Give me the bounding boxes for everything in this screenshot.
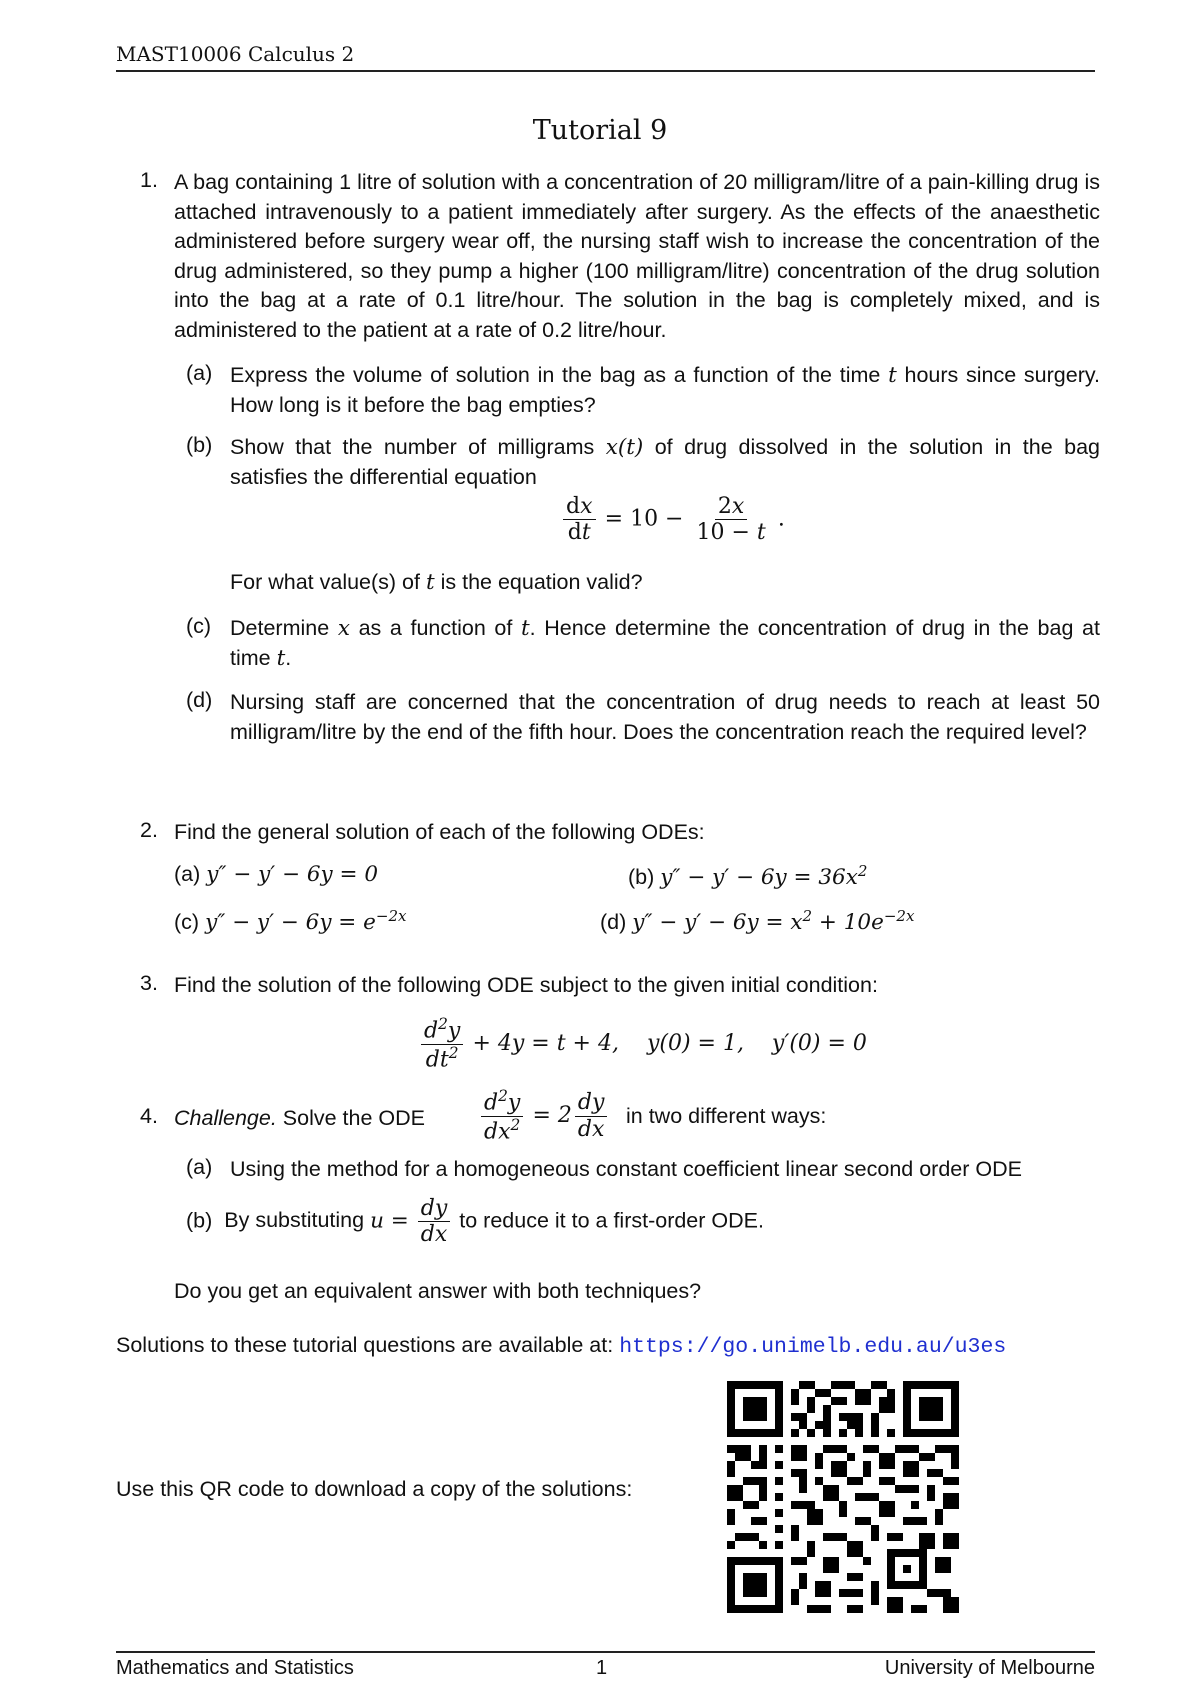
question-2-text: Find the general solution of each of the following ODEs: bbox=[174, 820, 705, 844]
question-1a-label: (a) bbox=[186, 361, 213, 385]
question-3-number: 3. bbox=[140, 971, 158, 995]
question-4-number: 4. bbox=[140, 1104, 158, 1128]
question-4-closing: Do you get an equivalent answer with both techniques? bbox=[174, 1279, 702, 1303]
question-1b-validity: For what value(s) of t is the equation valid? bbox=[230, 570, 643, 595]
question-1-number: 1. bbox=[140, 168, 158, 192]
equation-dxdt: $\frac{dx}{dt}$ = 10 − $\frac{2x}{10 - t}$ . bbox=[560, 494, 785, 546]
footer-page-number: 1 bbox=[596, 1657, 608, 1679]
question-1-text: A bag containing 1 litre of solution with a concentration of 20 milligram/litre of a pain-killing drug is attached intravenously to a patient immediately after surgery. As the effects of the anaesthetic administered before surgery wear off, the nursing staff wish to increase the concentration of the drug administered, so they pump a higher (100 milligram/litre) concentration of the drug solution into the bag at a rate of 0.1 litre/hour. The solution in the bag is completely mixed, and is administered to the patient at a rate of 0.2 litre/hour. bbox=[174, 170, 1100, 342]
question-4b: (b) By substituting u = $\frac{dy}{dx}$ to reduce it to a first-order ODE. bbox=[186, 1196, 764, 1248]
footer-right: University of Melbourne bbox=[884, 1657, 1095, 1679]
ode-2b: (b) $y'' - y' - 6y = 36x^2$ bbox=[628, 862, 868, 891]
solutions-line: Solutions to these tutorial questions are available at: https://go.unimelb.edu.au/u3es bbox=[116, 1333, 1007, 1359]
course-header: MAST10006 Calculus 2 bbox=[116, 42, 355, 66]
header-rule bbox=[116, 70, 1095, 72]
page-title: Tutorial 9 bbox=[532, 115, 668, 146]
equation-challenge: $\frac{d^2y}{dx^2}$ = 2 $\frac{dy}{dx}$ bbox=[478, 1088, 610, 1144]
question-4-ways: in two different ways: bbox=[626, 1104, 827, 1128]
question-1d-label: (d) bbox=[186, 688, 213, 712]
question-3-text: Find the solution of the following ODE subject to the given initial condition: bbox=[174, 973, 878, 997]
footer-rule bbox=[116, 1651, 1095, 1653]
question-1b-label: (b) bbox=[186, 433, 213, 457]
solutions-link[interactable]: https://go.unimelb.edu.au/u3es bbox=[619, 1335, 1007, 1359]
question-4a-label: (a) bbox=[186, 1155, 213, 1179]
ode-2d: (d) $y'' - y' - 6y = x^2 + 10e^{-2x}$ bbox=[600, 907, 915, 936]
qr-instruction: Use this QR code to download a copy of the solutions: bbox=[116, 1477, 633, 1501]
question-1c-label: (c) bbox=[186, 614, 212, 638]
question-2-number: 2. bbox=[140, 818, 158, 842]
question-4b-label: (b) bbox=[186, 1208, 213, 1233]
ode-2c: (c) $y'' - y' - 6y = e^{-2x}$ bbox=[174, 907, 407, 936]
footer-left: Mathematics and Statistics bbox=[116, 1657, 354, 1679]
ode-2a: (a) y″ − y′ − 6y = 0 bbox=[174, 862, 379, 887]
qr-code-icon[interactable] bbox=[727, 1381, 959, 1613]
equation-ivp: $\frac{d^2y}{dt^2}$ + 4y = t + 4, y(0) = 1, y′(0) = 0 bbox=[418, 1016, 867, 1072]
